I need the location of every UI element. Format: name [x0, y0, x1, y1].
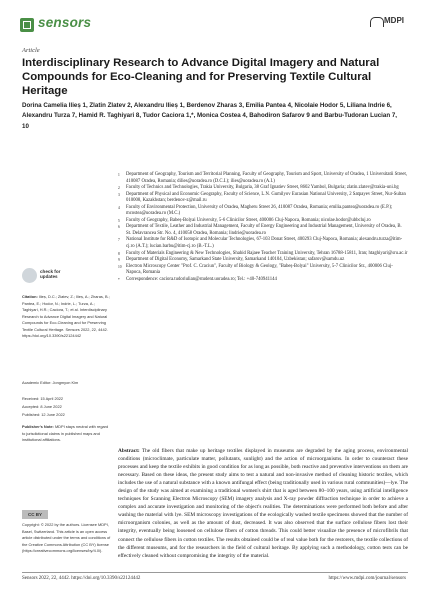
affiliation-number: 1: [118, 173, 120, 177]
cc-license-badge[interactable]: CC BY: [22, 510, 48, 519]
affiliation-number: 4: [118, 205, 120, 210]
author-list: Dorina Camelia Ilieș 1, Zlatin Zlatev 2, Alexandru Ilieș 1, Berdenov Zharas 3, Emilia Pantea 4, Nicolaie Hodor 5, Liliana Indrie 6, Alexandru Turza 7, Hamid R. Taghiyari 8, Tudor Caciora 1,*, Monica Costea 4, Bahodiron Safarov 9 and Barbu-Tudoran Lucian 7, 10: [22, 102, 397, 130]
citation-text: Ilieș, D.C.; Zlatev, Z.; Ilieș, A.; Zharas, B.; Pantea, E.; Hodor, N.; Indrie, L.; Turza, A.; Taghiyari, H.R.; Caciora, T.; et al. Interdisciplinary Research to Advance Digital Imagery and Natural Compounds for Eco-Cleaning and for Preserving Textile Cultural Heritage. Sensors 2022, 22, 4442. https://doi.org/10.3390/s22124442: [22, 294, 110, 338]
check-updates-icon[interactable]: [22, 268, 37, 283]
publisher-note-label: Publisher's Note:: [22, 424, 54, 429]
affiliation-item: [118, 192, 408, 205]
affiliation-number: 6: [118, 225, 120, 230]
publisher-note: [22, 424, 112, 444]
abstract-label: Abstract:: [118, 448, 140, 454]
accepted-date: Accepted: 8 June 2022: [22, 404, 62, 409]
journal-logo-icon: [20, 18, 34, 32]
affiliation-item: [118, 277, 408, 284]
publisher-note-text: MDPI stays neutral with regard to jurisdictional claims in published maps and institutional affiliations.: [22, 424, 109, 442]
affiliation-text: Electron Microscopy Center "Prof. C. Craciun", Faculty of Biology & Geology, "Babeș-Bolyai" University, 5-7 Clinicilor Str., 400006 Cluj-Napoca, Romania: [126, 263, 393, 276]
affiliation-item: [118, 237, 408, 250]
affiliation-item: [118, 205, 408, 218]
citation-block: [22, 294, 112, 340]
publisher-name[interactable]: MDPI: [384, 16, 404, 25]
abstract: [118, 447, 408, 560]
paper-title: Interdisciplinary Research to Advance Digital Imagery and Natural Compounds for Eco-Cleaning and for Preserving Textile Cultural Heritage: [22, 57, 380, 97]
journal-name[interactable]: sensors: [38, 15, 92, 30]
affiliation-item: [118, 224, 408, 237]
affiliation-text: Faculty of Environmental Protection, University of Oradea, Magheru Street 26, 410087 Oradea, Romania; emilia.pantea@uoradea.ro (E.P.); mcostea@uoradea.ro (M.C.): [126, 204, 393, 217]
abstract-text: The old fibers that make up heritage textiles displayed in museums are degraded by the aging process, environmental conditions (microclimate, particulate matter, pollutants, sunlight) and the action of microorganisms. In order to counteract these processes and keep the textile exhibits in good condition for as long as possible, both reactive and preventive interventions on them are necessary. Based on these ideas, the present study aims to test a natural and non-invasive method of cleaning historic textiles, which includes the use of a natural substance with a known antifungal effect (being traditionally used in various rural communities)—lye. The design of the study was aimed at examining a traditional women's shirt that is aged between 80–100 years, using artificial intelligence techniques for Scanning Electron Microscopy (SEM) imagery analysis and X-ray powder diffraction technique in order to achieve a complex and accurate investigation and monitoring of the object's realities. The determinations were performed both before and after washing the material with lye. SEM microscopy investigations of the ecologically washed textile specimens showed that the number of microorganism colonies, as well as the amount of dust, decreased. It was also observed that the surface cellulose fibers lost their integrity, eventually being loosened on cellulose fibers of cotton threads. This could better visualize the presence of microfibrils that connect the cellulose fibers in cotton textiles. The results obtained could be of real value both for the restorers, the textile collections of the different museums, and for the researchers in the field of cultural heritage. By applying such a methodology, cotton tests can be effectively cleaned without compromising the integrity of the material.: [118, 448, 408, 559]
affiliation-number: 8: [118, 251, 120, 256]
affiliation-text: National Institute for R&D of Isotopic and Molecular Technologies, 67-103 Donat Street, 400293 Cluj-Napoca, Romania; alexandru.turza@itim-cj.ro (A.T.); lucian.barbu@itim-cj.ro (B.-T.L.): [126, 237, 403, 250]
article-type: Article: [22, 47, 40, 54]
footer-journal-url[interactable]: https://www.mdpi.com/journal/sensors: [328, 576, 406, 581]
mdpi-logo-icon: [370, 17, 384, 27]
affiliation-number: 3: [118, 192, 120, 197]
copyright-note: Copyright: © 2022 by the authors. Licensee MDPI, Basel, Switzerland. This article is an open access article distributed under the terms and conditions of the Creative Commons Attribution (CC BY) license (https://creativecommons.org/licenses/by/4.0/).: [22, 522, 111, 553]
affiliation-number: 2: [118, 186, 120, 191]
affiliation-text: Department of Physical and Economic Geography, Faculty of Science, L.N. Gumilyov Eurasian National University, 2 Satpayev Street, Nur-Sultan 010008, Kazakhstan; berdenov-z@mail.ru: [126, 191, 406, 204]
affiliations: [118, 172, 408, 283]
affiliation-text: Department of Geography, Tourism and Territorial Planning, Faculty of Geography, Tourism and Sport, University of Oradea, 1 Universitatii Street, 410087 Oradea, Romania; dilies@uoradea.ro (D.C.I.); ilies@uoradea.ro (A.I.): [126, 172, 407, 184]
academic-editor: Academic Editor: Jongmyon Kim: [22, 380, 79, 385]
affiliation-text: Correspondence: caciora.tudoriulian@student.uoradea.ro; Tel.: +40-740941144: [126, 276, 277, 282]
affiliation-number: *: [118, 277, 120, 282]
citation-label: Citation:: [22, 294, 38, 299]
affiliation-item: [118, 264, 408, 277]
affiliation-text: Faculty of Geography, Babeș-Bolyai University, 5-6 Clinicilor Street, 400006 Cluj-Napoca, Romania; nicolae.hodor@ubbcluj.ro: [126, 217, 371, 223]
affiliation-number: 5: [118, 218, 120, 223]
affiliation-item: [118, 172, 408, 185]
footer-citation[interactable]: Sensors 2022, 22, 4442. https://doi.org/10.3390/s22124442: [22, 576, 141, 581]
footer-divider: [22, 572, 408, 573]
affiliation-number: 10: [118, 264, 122, 269]
affiliation-text: Faculty of Technics and Technologies, Trakia University, Bulgaria, 38 Graf Ignatiev Street, 8602 Yambol, Bulgaria; zlatin.zlatev@trakia-uni.bg: [126, 185, 399, 191]
published-date: Published: 12 June 2022: [22, 412, 65, 417]
received-date: Received: 15 April 2022: [22, 396, 64, 401]
check-updates-label[interactable]: check for updates: [40, 269, 61, 280]
affiliation-text: Faculty of Materials Engineering & New Technologies, Shahid Rajaee Teacher Training University, Tehran 16788-15811, Iran; htaghiyari@sru.ac.ir: [126, 250, 408, 256]
affiliation-number: 7: [118, 238, 120, 243]
affiliation-number: 9: [118, 258, 120, 263]
affiliation-text: Department of Digital Economy, Samarkand State University, Samarkand 140104, Uzbekistan; safarov@samdu.uz: [126, 257, 345, 263]
affiliation-text: Department of Textile, Leather and Industrial Management, Faculty of Energy Engineering and Industrial Management, University of Oradea, B. St. Delavrancea Str. No. 4, 410058 Oradea, Romania; lindrie@uoradea.ro: [126, 224, 402, 236]
